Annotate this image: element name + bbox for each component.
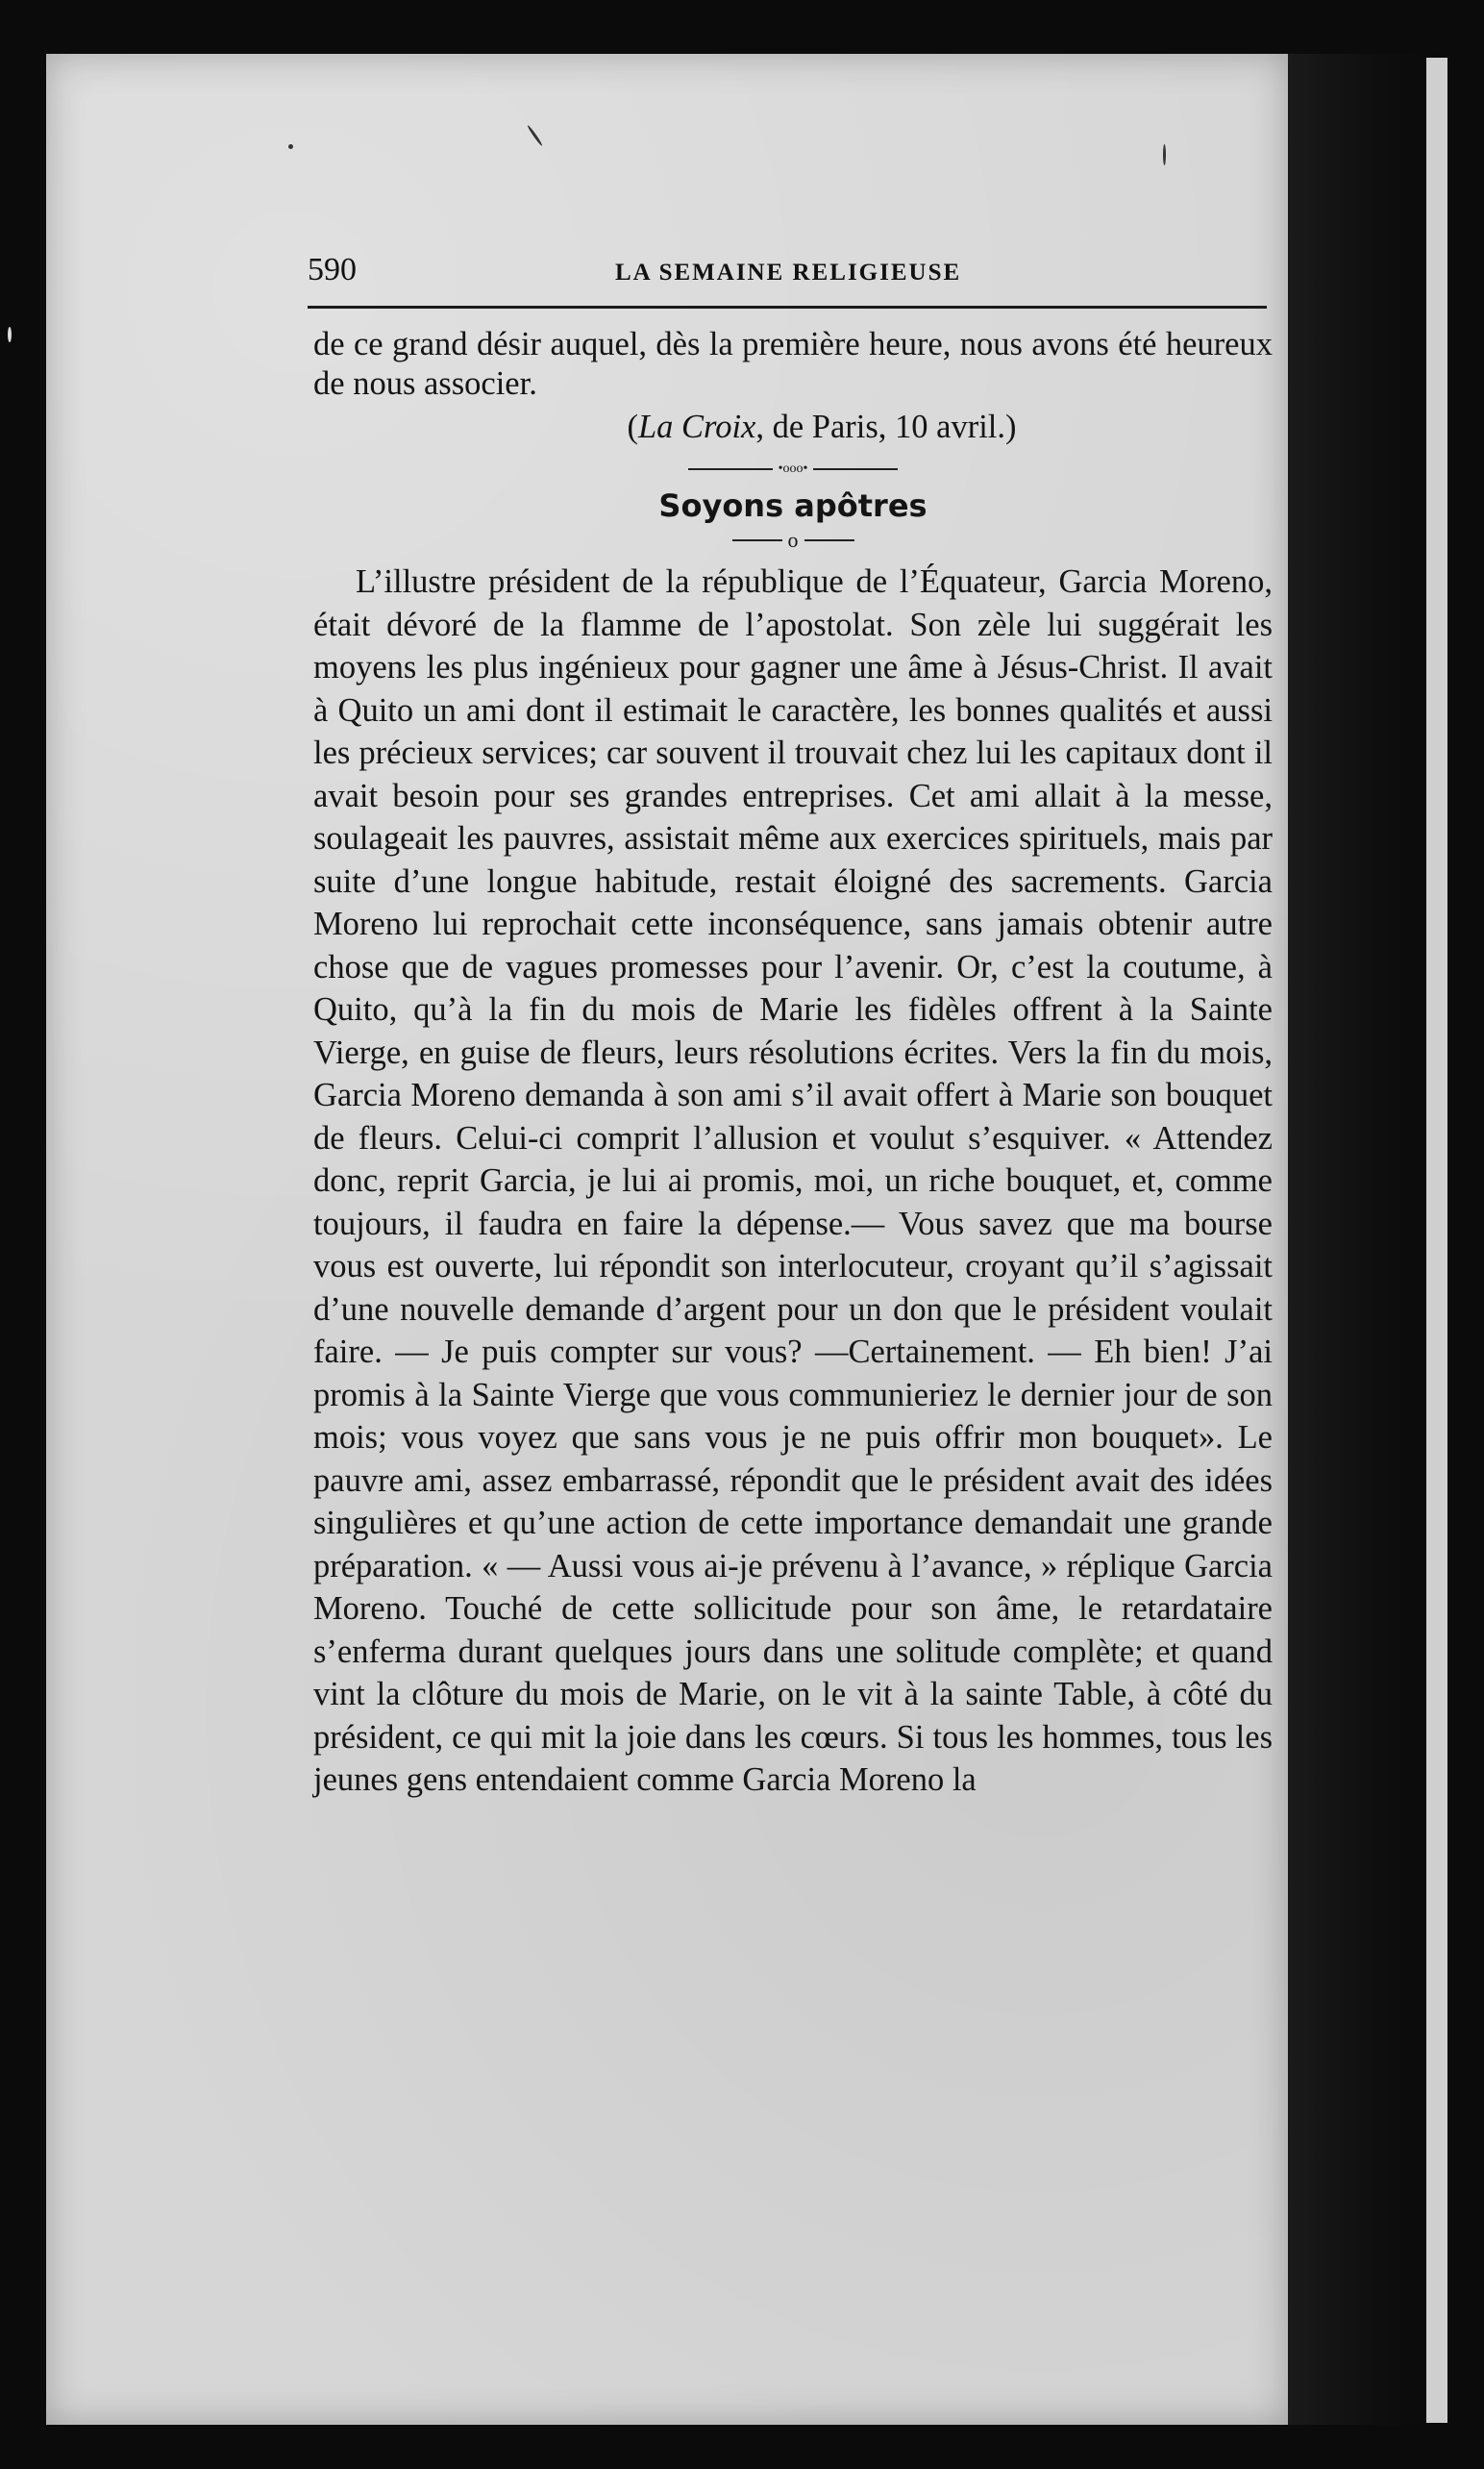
title-ornament-glyph: o bbox=[787, 528, 799, 552]
scan-speck bbox=[8, 327, 12, 342]
page-number: 590 bbox=[308, 252, 357, 287]
citation bbox=[313, 408, 1273, 447]
body-paragraph: L’illustre président de la république de l’Équateur, Garcia Moreno, était dévoré de la flamme de l’apostolat. Son zèle lui suggérait les moyens les plus ingénieux pour gagner une âme à Jésus-Christ. Il avait à Quito un ami dont il estimait le caractère, les bonnes qualités et aussi les précieux services; car souvent il trouvait chez lui les capitaux dont il avait besoin pour ses grandes entreprises. Cet ami allait à la messe, soulageait les pauvres, assistait même aux exercices spirituels, mais par suite d’une longue habitude, restait éloigné des sacrements. Garcia Moreno lui reprochait cette inconséquence, sans jamais obtenir autre chose que de vagues promesses pour l’avenir. Or, c’est la coutume, à Quito, qu’à la fin du mois de Marie les fidèles offrent à la Sainte Vierge, en guise de fleurs, leurs résolutions écrites. Vers la fin du mois, Garcia Moreno demanda à son ami s’il avait offert à Marie son bouquet de fleurs. Celui-ci comprit l’allusion et voulut s’esquiver. « Attendez donc, reprit Garcia, je lui ai promis, moi, un riche bouquet, et, comme toujours, il faudra en faire la dépense.— Vous savez que ma bourse vous est ouverte, lui répondit son interlocuteur, croyant qu’il s’agissait d’une nouvelle demande d’argent pour un don que le président voulait faire. — Je puis compter sur vous? —Certainement. — Eh bien! J’ai promis à la Sainte Vierge que vous communieriez le dernier jour de son mois; vous voyez que sans vous je ne puis offrir mon bouquet». Le pauvre ami, assez embarrassé, répondit que le président avait des idées singulières et qu’une action de cette importance demandait une grande préparation. « — Aussi vous ai-je prévenu à l’avance, » réplique Garcia Moreno. Touché de cette sollicitude pour son âme, le retardataire s’enferma durant quelques jours dans une solitude complète; et quand vint la clôture du mois de Marie, on le vit à la sainte Table, à côté du président, ce qui mit la joie dans les cœurs. Si tous les hommes, tous les jeunes gens entendaient comme Garcia Moreno la bbox=[313, 563, 1273, 1798]
scan-speck bbox=[1163, 144, 1166, 165]
book-gutter-shadow bbox=[1288, 54, 1442, 2425]
section-divider bbox=[313, 457, 1273, 482]
header-rule bbox=[308, 306, 1267, 309]
divider-line-right bbox=[813, 468, 898, 470]
intro-paragraph: de ce grand désir auquel, dès la première heure, nous avons été heureux de nous associer. bbox=[313, 326, 1273, 402]
divider-ornament: •ooo• bbox=[778, 461, 808, 476]
section-title: Soyons apôtres bbox=[658, 487, 928, 524]
citation-rest: , de Paris, 10 avril.) bbox=[755, 409, 1017, 445]
divider-line-left bbox=[688, 468, 773, 470]
citation-source: La Croix bbox=[637, 409, 756, 445]
title-ornament bbox=[313, 528, 1273, 553]
running-head: LA SEMAINE RELIGIEUSE bbox=[615, 260, 962, 286]
page-header bbox=[308, 252, 1269, 302]
title-ornament-line-right bbox=[804, 539, 854, 541]
scan-speck bbox=[288, 144, 293, 149]
title-ornament-line-left bbox=[732, 539, 782, 541]
citation-open: ( bbox=[627, 409, 638, 445]
article-text bbox=[313, 325, 1273, 1802]
next-page-edge bbox=[1426, 58, 1447, 2423]
